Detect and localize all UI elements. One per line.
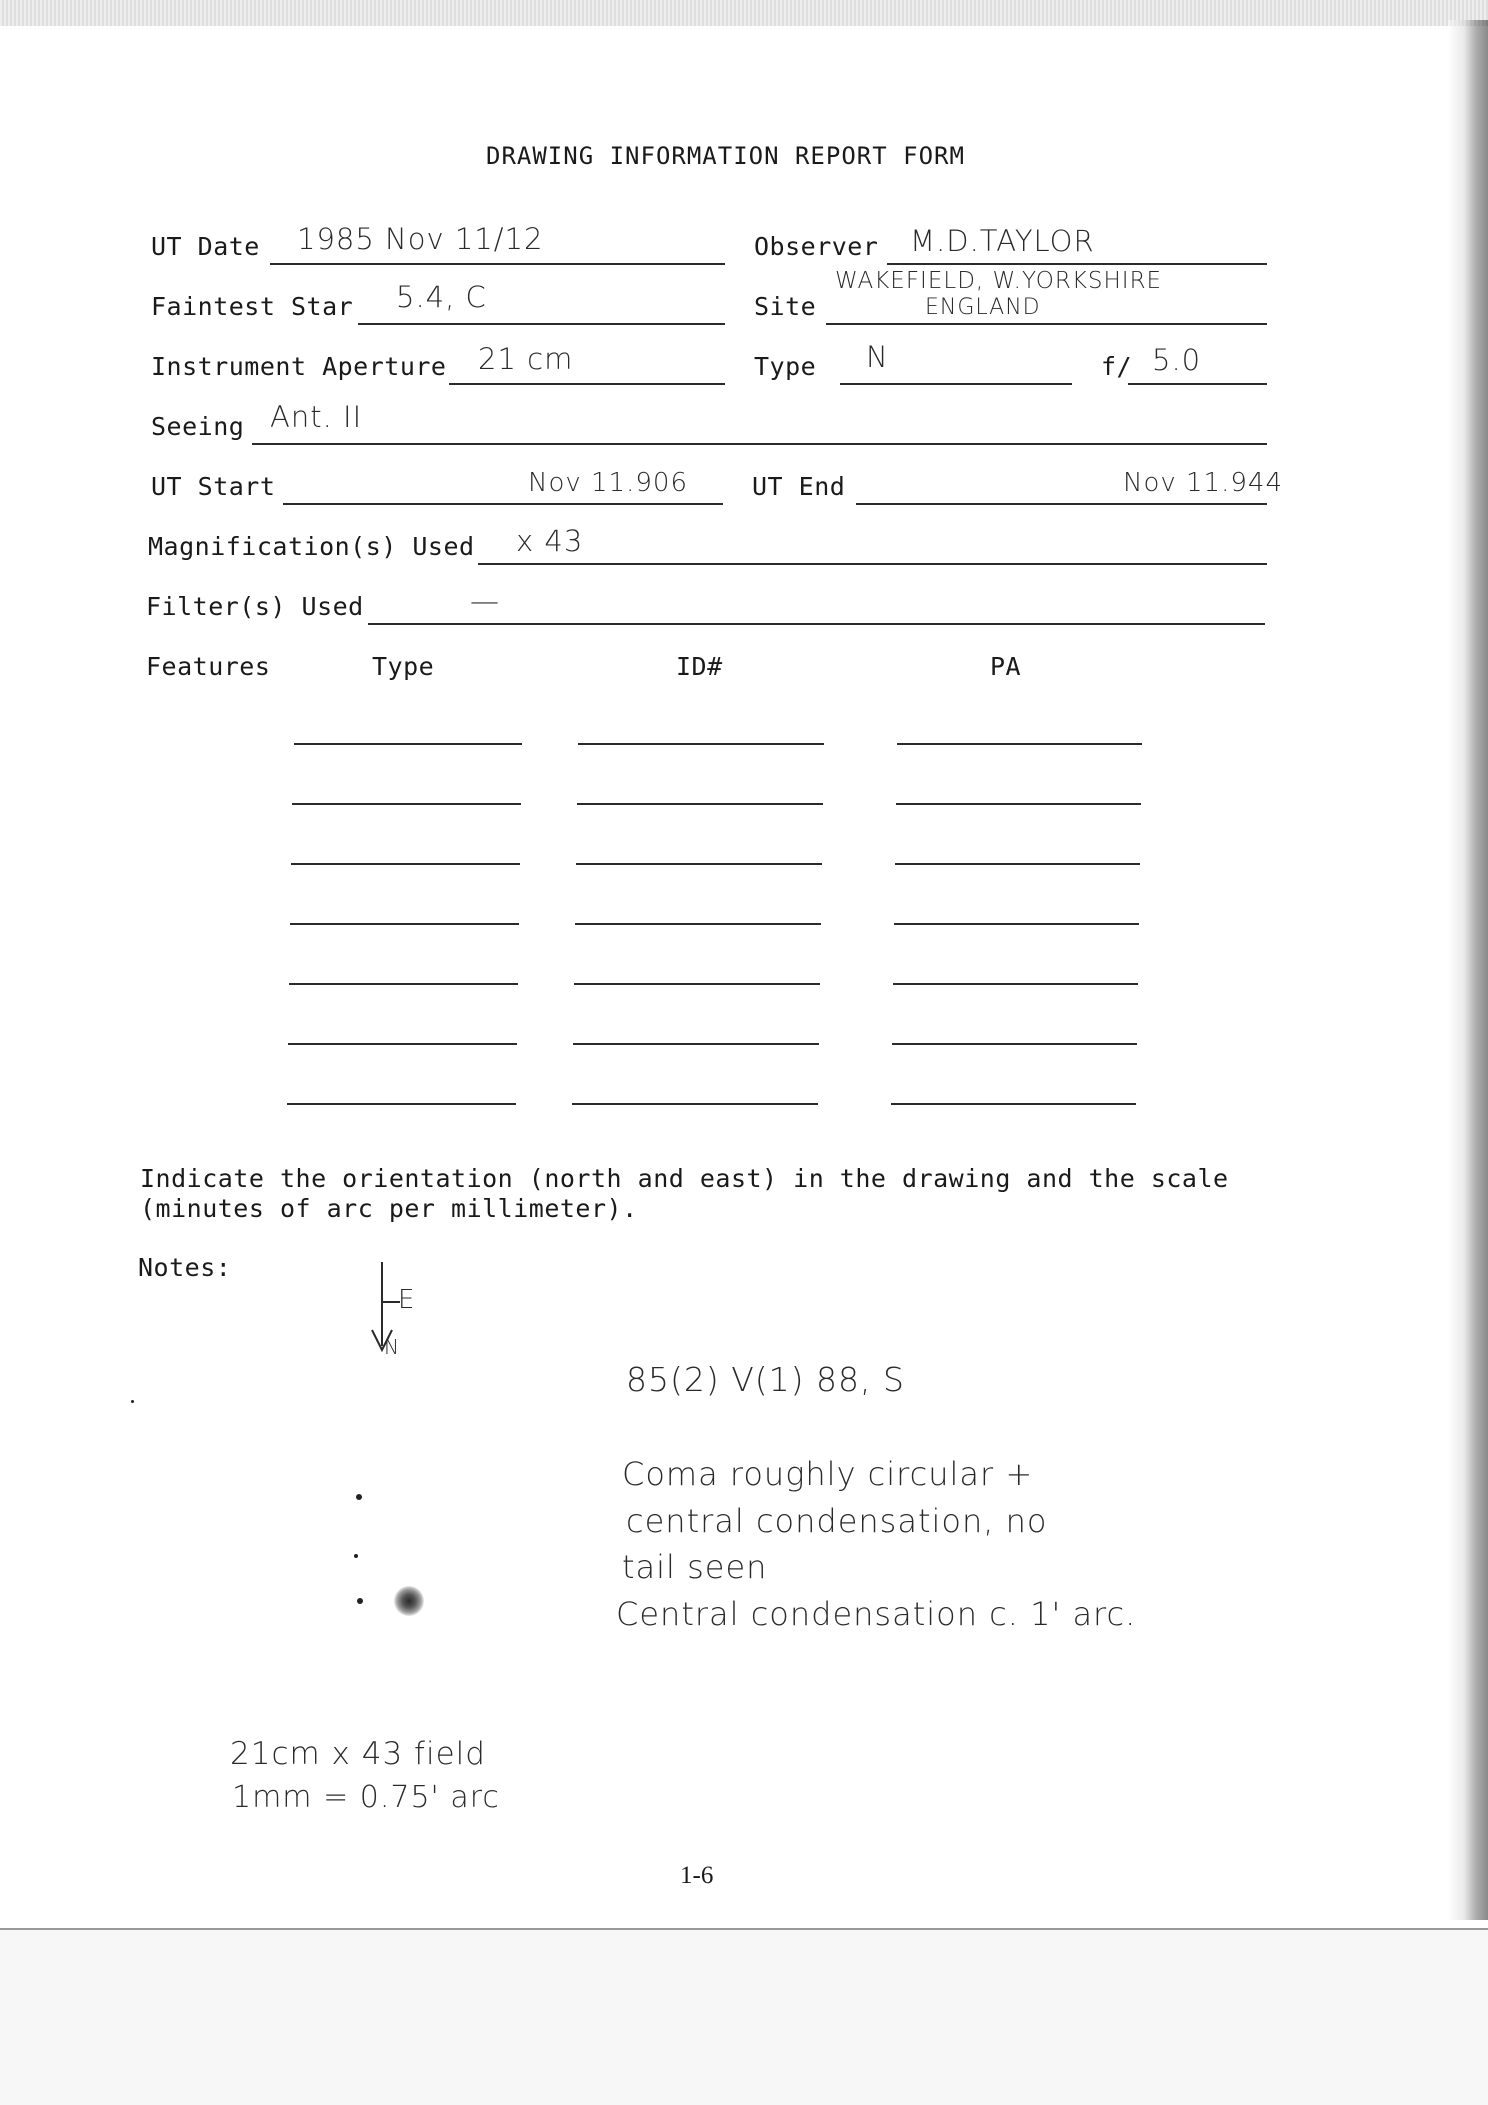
magnification-line bbox=[478, 563, 1267, 565]
ut-start-line bbox=[283, 503, 723, 505]
form-title: DRAWING INFORMATION REPORT FORM bbox=[486, 142, 965, 170]
type-value: N bbox=[866, 340, 889, 374]
features-type-line bbox=[294, 743, 522, 745]
scan-top-band bbox=[0, 0, 1488, 26]
features-id-line bbox=[573, 1043, 819, 1045]
features-col-id: ID# bbox=[676, 652, 723, 681]
scan-bottom-area bbox=[0, 1930, 1488, 2105]
stray-mark bbox=[131, 1400, 134, 1403]
orientation-east-label: E bbox=[398, 1285, 416, 1315]
instrument-aperture-label: Instrument Aperture bbox=[151, 352, 447, 381]
star-dot bbox=[354, 1554, 358, 1558]
features-type-line bbox=[290, 923, 519, 925]
features-id-line bbox=[572, 1103, 818, 1105]
features-type-line bbox=[289, 983, 518, 985]
features-pa-line bbox=[896, 803, 1141, 805]
observer-value: M.D.TAYLOR bbox=[910, 224, 1095, 258]
magnification-label: Magnification(s) Used bbox=[148, 532, 475, 561]
ut-end-value: Nov 11.944 bbox=[1123, 468, 1283, 498]
features-pa-line bbox=[891, 1103, 1136, 1105]
filters-value: — bbox=[470, 584, 500, 618]
ut-date-label: UT Date bbox=[151, 232, 260, 261]
filters-label: Filter(s) Used bbox=[146, 592, 364, 621]
filters-line bbox=[368, 623, 1265, 625]
star-dot bbox=[357, 1598, 363, 1604]
scale-line-2: 1mm = 0.75' arc bbox=[232, 1780, 500, 1815]
ut-date-line bbox=[270, 263, 725, 265]
features-pa-line bbox=[894, 923, 1139, 925]
features-col-type: Type bbox=[372, 652, 435, 681]
page-number: 1-6 bbox=[680, 1862, 714, 1889]
observer-line bbox=[887, 263, 1267, 265]
page-bottom-edge bbox=[0, 1928, 1488, 1930]
scan-right-edge bbox=[1448, 20, 1488, 1920]
seeing-value: Ant. II bbox=[270, 400, 363, 434]
features-pa-line bbox=[893, 983, 1138, 985]
features-pa-line bbox=[892, 1043, 1137, 1045]
site-line bbox=[826, 323, 1267, 325]
site-label: Site bbox=[754, 292, 817, 321]
features-pa-line bbox=[897, 743, 1142, 745]
features-col-pa: PA bbox=[990, 652, 1022, 681]
features-id-line bbox=[575, 923, 821, 925]
features-id-line bbox=[578, 743, 824, 745]
type-line bbox=[840, 383, 1072, 385]
features-label: Features bbox=[146, 652, 271, 681]
comet-coma bbox=[394, 1586, 424, 1616]
ut-end-line bbox=[856, 503, 1267, 505]
seeing-label: Seeing bbox=[151, 412, 245, 441]
ut-date-value: 1985 Nov 11/12 bbox=[297, 222, 544, 256]
f-ratio-value: 5.0 bbox=[1152, 343, 1202, 377]
ut-end-label: UT End bbox=[752, 472, 846, 501]
features-type-line bbox=[292, 803, 521, 805]
magnitude-estimate: 85(2) V(1) 88, S bbox=[626, 1360, 905, 1399]
f-ratio-line bbox=[1128, 383, 1267, 385]
instrument-aperture-value: 21 cm bbox=[478, 342, 574, 376]
observer-label: Observer bbox=[754, 232, 879, 261]
instruction-line-1: Indicate the orientation (north and east) in the drawing and the scale bbox=[140, 1164, 1229, 1193]
instrument-aperture-line bbox=[449, 383, 725, 385]
notes-line-3: tail seen bbox=[622, 1548, 768, 1586]
seeing-line bbox=[252, 443, 1267, 445]
features-id-line bbox=[576, 863, 822, 865]
features-type-line bbox=[291, 863, 520, 865]
notes-line-4: Central condensation c. 1' arc. bbox=[616, 1595, 1137, 1633]
faintest-star-line bbox=[358, 323, 725, 325]
features-id-line bbox=[574, 983, 820, 985]
instruction-line-2: (minutes of arc per millimeter). bbox=[140, 1194, 638, 1223]
orientation-north-label: N bbox=[384, 1335, 400, 1359]
ut-start-label: UT Start bbox=[151, 472, 276, 501]
notes-label: Notes: bbox=[138, 1253, 232, 1282]
notes-line-1: Coma roughly circular + bbox=[622, 1455, 1034, 1493]
ut-start-value: Nov 11.906 bbox=[528, 468, 688, 498]
scale-line-1: 21cm x 43 field bbox=[230, 1736, 486, 1772]
features-type-line bbox=[288, 1043, 517, 1045]
faintest-star-label: Faintest Star bbox=[151, 292, 354, 321]
type-label: Type bbox=[754, 352, 817, 381]
site-value-line2: ENGLAND bbox=[925, 295, 1041, 320]
f-ratio-label: f/ bbox=[1101, 352, 1133, 381]
features-type-line bbox=[287, 1103, 516, 1105]
site-value-line1: WAKEFIELD, W.YORKSHIRE bbox=[835, 268, 1163, 294]
star-dot bbox=[356, 1494, 362, 1500]
faintest-star-value: 5.4, C bbox=[396, 280, 487, 314]
magnification-value: x 43 bbox=[516, 524, 584, 558]
features-pa-line bbox=[895, 863, 1140, 865]
notes-line-2: central condensation, no bbox=[626, 1502, 1048, 1540]
features-id-line bbox=[577, 803, 823, 805]
